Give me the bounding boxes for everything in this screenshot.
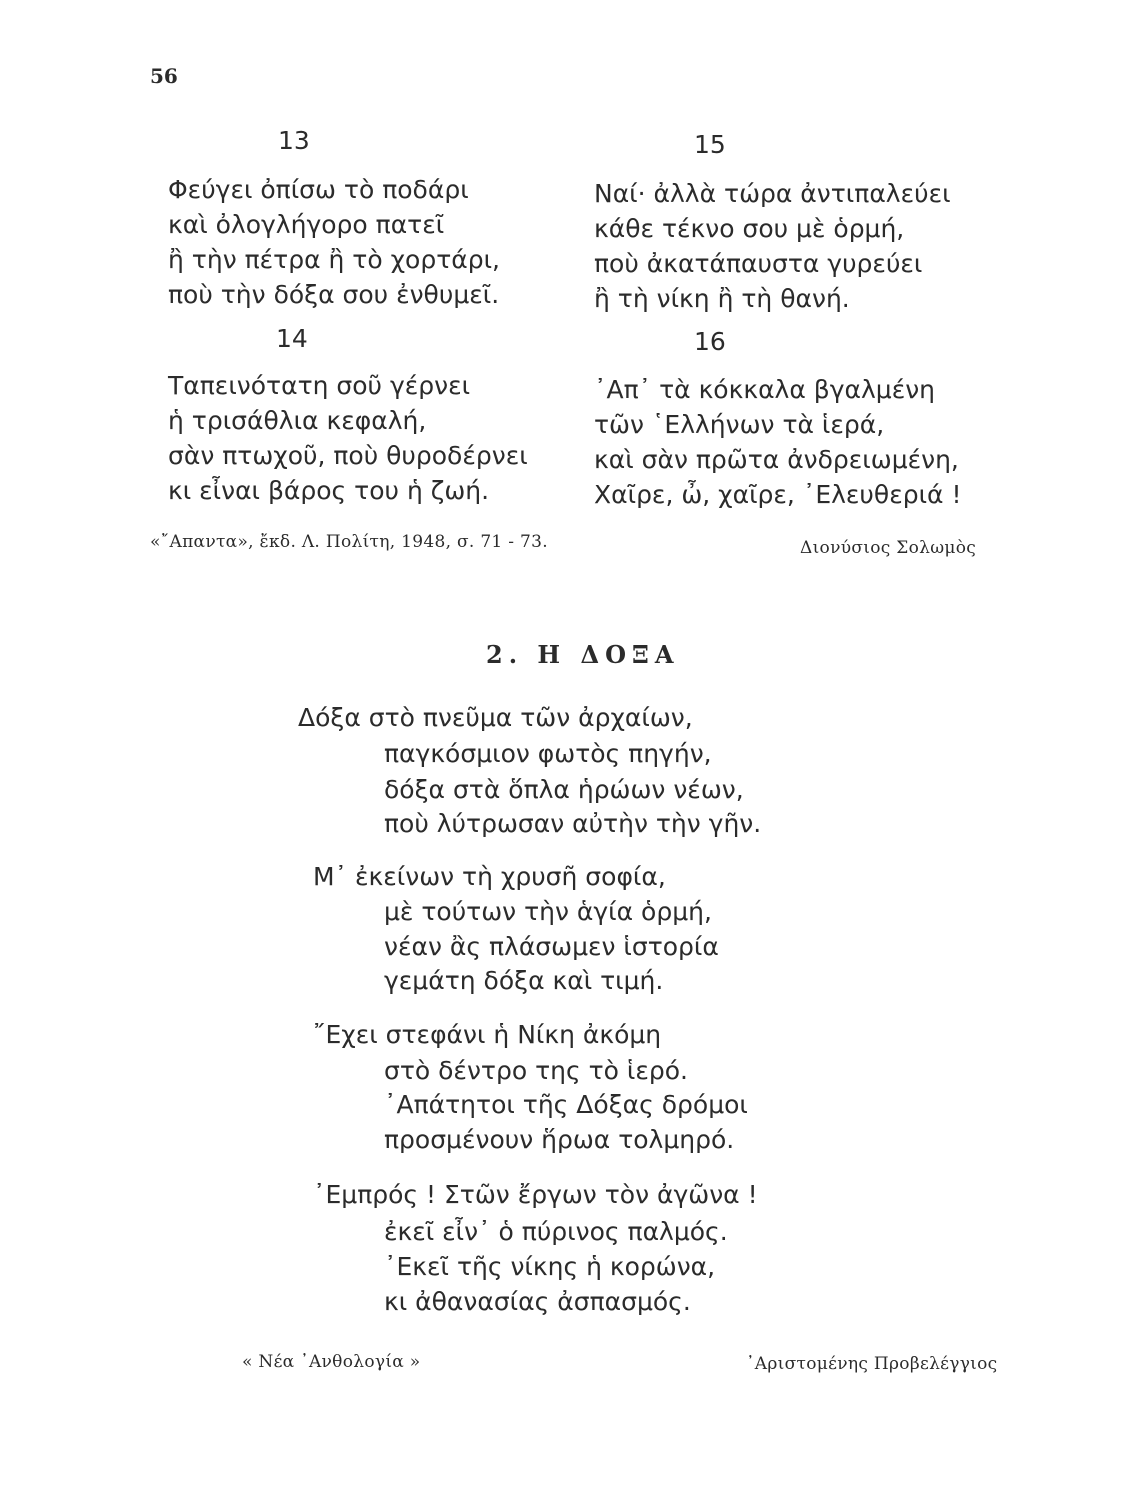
poem-source: «῎Απαντα», ἔκδ. Λ. Πολίτη, 1948, σ. 71 - 73. xyxy=(150,532,548,552)
verse-line: ἡ τρισάθλια κεφαλή, xyxy=(168,406,427,435)
stanza-number: 13 xyxy=(278,126,310,155)
verse-line: στὸ δέντρο της τὸ ἱερό. xyxy=(384,1056,688,1085)
poem-source: « Νέα ᾿Ανθολογία » xyxy=(242,1352,421,1372)
poem-title: 2. Η ΔΟΞΑ xyxy=(486,640,680,669)
verse-line: Ταπεινότατη σοῦ γέρνει xyxy=(168,371,471,400)
verse-line: ποὺ λύτρωσαν αὐτὴν τὴν γῆν. xyxy=(384,809,762,838)
poem-author: ᾿Αριστομένης Προβελέγγιος xyxy=(746,1354,998,1374)
verse-line: κι εἶναι βάρος του ἡ ζωή. xyxy=(168,476,490,505)
stanza xyxy=(594,372,961,512)
stanza xyxy=(594,176,951,316)
verse-line: γεμάτη δόξα καὶ τιμή. xyxy=(384,966,664,995)
verse-line: Φεύγει ὀπίσω τὸ ποδάρι xyxy=(168,175,469,204)
stanza xyxy=(168,172,500,312)
verse-line: ἐκεῖ εἶν᾿ ὁ πύρινος παλμός. xyxy=(384,1217,728,1246)
verse-line: καὶ σὰν πρῶτα ἀνδρειωμένη, xyxy=(594,445,959,474)
stanza xyxy=(168,368,528,508)
verse-line: ᾿Απάτητοι τῆς Δόξας δρόμοι xyxy=(384,1090,748,1119)
page-number: 56 xyxy=(150,64,178,88)
verse-line: ἢ τὴν πέτρα ἢ τὸ χορτάρι, xyxy=(168,245,501,274)
verse-line: κι ἀθανασίας ἀσπασμός. xyxy=(384,1287,691,1316)
verse-line: μὲ τούτων τὴν ἁγία ὁρμή, xyxy=(384,897,712,926)
verse-line: προσμένουν ἥρωα τολμηρό. xyxy=(384,1125,735,1154)
verse-line: ῎Εχει στεφάνι ἡ Νίκη ἀκόμη xyxy=(313,1020,662,1049)
stanza-number: 15 xyxy=(694,130,726,159)
verse-line: ᾿Εμπρός ! Στῶν ἔργων τὸν ἀγῶνα ! xyxy=(313,1180,758,1209)
verse-line: Μ᾿ ἐκείνων τὴ χρυσῆ σοφία, xyxy=(313,862,666,891)
verse-line: ἢ τὴ νίκη ἢ τὴ θανή. xyxy=(594,284,850,313)
verse-line: ᾿Απ᾿ τὰ κόκκαλα βγαλμένη xyxy=(594,375,936,404)
verse-line: σὰν πτωχοῦ, ποὺ θυροδέρνει xyxy=(168,441,528,470)
verse-line: Δόξα στὸ πνεῦμα τῶν ἀρχαίων, xyxy=(298,703,693,732)
verse-line: κάθε τέκνο σου μὲ ὁρμή, xyxy=(594,214,905,243)
verse-line: ποὺ ἀκατάπαυστα γυρεύει xyxy=(594,249,923,278)
verse-line: νέαν ἂς πλάσωμεν ἱστορία xyxy=(384,932,719,961)
stanza-number: 16 xyxy=(694,327,726,356)
verse-line: ᾿Εκεῖ τῆς νίκης ἡ κορώνα, xyxy=(384,1252,716,1281)
verse-line: τῶν ῾Ελλήνων τὰ ἱερά, xyxy=(594,410,885,439)
verse-line: καὶ ὀλογλήγορο πατεῖ xyxy=(168,210,445,239)
verse-line: Χαῖρε, ὦ, χαῖρε, ᾿Ελευθεριά ! xyxy=(594,480,962,509)
verse-line: παγκόσμιον φωτὸς πηγήν, xyxy=(384,739,712,768)
verse-line: δόξα στὰ ὅπλα ἡρώων νέων, xyxy=(384,775,744,804)
poem-author: Διονύσιος Σολωμὸς xyxy=(800,538,977,558)
verse-line: Ναί· ἀλλὰ τώρα ἀντιπαλεύει xyxy=(594,179,951,208)
verse-line: ποὺ τὴν δόξα σου ἐνθυμεῖ. xyxy=(168,280,500,309)
stanza-number: 14 xyxy=(276,324,308,353)
